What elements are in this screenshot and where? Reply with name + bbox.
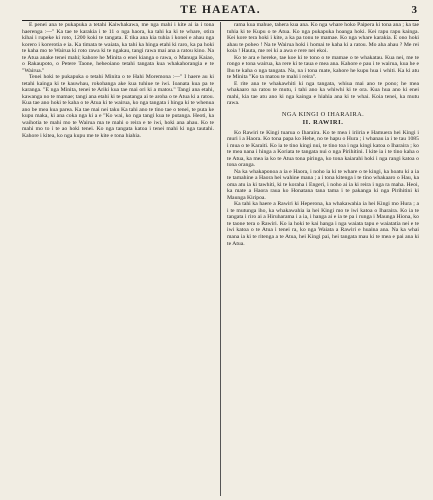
section-title: NGA KINGI O IHARAIRA. <box>281 110 365 118</box>
paragraph: Ko Rawiri te Kingi tuarua o Iharaira. Ko te mea i iriiria e Hamuera hei Kingi i muri i a Haora. Ko tona papa ko Hehe, no te hapu o Hura ; i whanau ia i te tau 1085 i mua o te Karaiti. Ko ia te tino kingi nui, te tino toa i nga kingi katoa o Iharaira ; ko te mea nana i hinga a Koriata te tangata nui o nga Pirihitini. I kite ia i te tino kaha o te Atua, ka mea ia ko te Atua tona piringa, ko tona kaiarahi hoki i nga rangi katoa o tona oranga. <box>227 129 419 169</box>
paragraph: Tenei hoki te pukapuka o tetahi Minita o te Hahi Moremona :—" I haere au ki tetahi kainga ki te kauwhau, rokohanga ake kua tuhiue te iwi. Ioanata kua pa te karanga. "E nga Minita, tenei te Ariki kua tae mai ori ki a matou." Tangi ana etahi, kawanga no te mamae; tangi ana etahi ki te puatanga ai te aroha o te Atua ki a ratou. Kua tae ano hoki te kaha o te Atua ki te wairua, ko nga tangata i hinga ki te whenua ano be mea kua parea. Ka tae mai nei taku Ka tahi ano te tino tae o tenei, te puta ke kupu maka, ki ana coka nga ki a e "Ko wai, ko nga tangi kua te putanga. Heoti, ka waihotia te mahi mo te Wairua ma te mahi o reira e te iwi, hoki ana ahau. Ko te mahi mo to i te ao hoki tenei. Ko nga tangata katoa i tenei mahi ki nga tautahi. Kahore i kitea, ko nga kupu me te kite e tona hiahia. <box>22 74 214 139</box>
right-column <box>227 22 419 496</box>
page-number: 3 <box>411 4 417 16</box>
left-column <box>22 22 214 496</box>
paragraph: rama kua mahue, tahera kua ana. Ko nga whare hoko Paipera ki tona ana ; ka tae tuhia ki te Kupu o te Atua. Ko nga pukapuka hoanga hoki. Kei rapu rapu kainga. Kei kore tera hoki i kite, a ka pa tonu te mamae. Ko nga whare karakia. E ono hoki ahau te poheo ! Na te Wairua hoki i homai te kaha ki a ratou. Mo aha ahau ? Me rei koia ! Hauta, me rei ki a awa e rere nei ekoi. <box>227 22 419 55</box>
column-divider <box>220 22 221 496</box>
paragraph: E rite ana te whakawhiti ki nga tangata, whiua mai ano te pono; he mea whakaaro na ratou te mutu, i tahi ano ka whiwhi ki te ora. Kua hua ano ki enei mahi, kia tae atu ano ki nga kainga e hiahia ana ki te whai. Koia tenei, ka mutu rawa. <box>227 80 419 107</box>
page-header <box>22 4 419 21</box>
paragraph: E penei ana te pukapuka a tetahi Kaiwhakawa, me nga mahi i kite ai ia i tona haerenga :—" Ka tae te karakia i te 11 o nga haora, ka tahi ka ki te whare, otira kihai i rupeke ki roto, 1200 koki te tangata. E tika ana kia tuhia i konei e ahau nga korero i korerotia e ia. Ka timata te waiata, ka tahi ka hinga etahi ki raro, ka pa hoki te kaha mo te Wairua ki roto rawa ki te ngakau, tangi rawa mai ana a ratou kino. Na te Atua anake tenei mahi; kahore he Minita o enei kianga o rawa, o Manuga Kaiao, o Rakaupoto, o Petere Taone, heheoiano tetahi tangata kua whakahorangia e te "Wairua." <box>22 22 214 74</box>
running-title: TE HAEATA. <box>180 4 261 16</box>
section-subtitle: II. RAWIRI. <box>302 119 344 127</box>
paragraph: Na ka whakaponoa a ia e Haora, i noho ia ki te whare o te kingi, ka hoatu ki a ia te tamahine a Haora hei wahine mana ; a i tona kitenga i te tino whakaaro o Hau, ka oma atu ia ki tawhiti, ki te koraha i Engeri, i noho ai ia ki reira i nga ra maha. Heoi, ka mate a Haora raua ko Honatana tana tama i te pakanga ki nga Pirihitini ki Maunga Kiripoa. <box>227 168 419 201</box>
paragraph: Ka tahi ka haere a Rawiri ki Heperona, ka whakawahia ia hei Kingi mo Hura ; a i te mutunga iho, ka whakawahia ia hei Kingi mo te iwi katoa o Iharaira. Ko ia te tangata i riro ai a Hiruharama i a ia, i hanga ai e ia te pa i runga i Maunga Hiona, ko te taone tera o Rawiri. Ko ia hoki te kai hanga i nga waiata tapu e waiatatia nei e te iwi katoa o te Atua i tenei ra, ko nga Waiata a Rawiri e huaina ana. Na ka whai mana ia ki te ritenga a te Atua, hei Kingi pai, hei tangata mau ki te mea e pai ana ki te Atua. <box>227 201 419 247</box>
paragraph: Ko te ara e hereke, tae koe ki te tono o te mamae o te whakatau. Kua nei, me te rongo e tona wairua, ka rere ki te taua e mea ana. Kahore e pau i te wairua, kua he e Ihu te kaha o nga tangata. Na, na i tona mate, kahore he kupu hua i whiti. Ka ki atu te Minita "Ko ta matou te mahi i reira". <box>227 54 419 81</box>
text-columns <box>22 22 419 496</box>
